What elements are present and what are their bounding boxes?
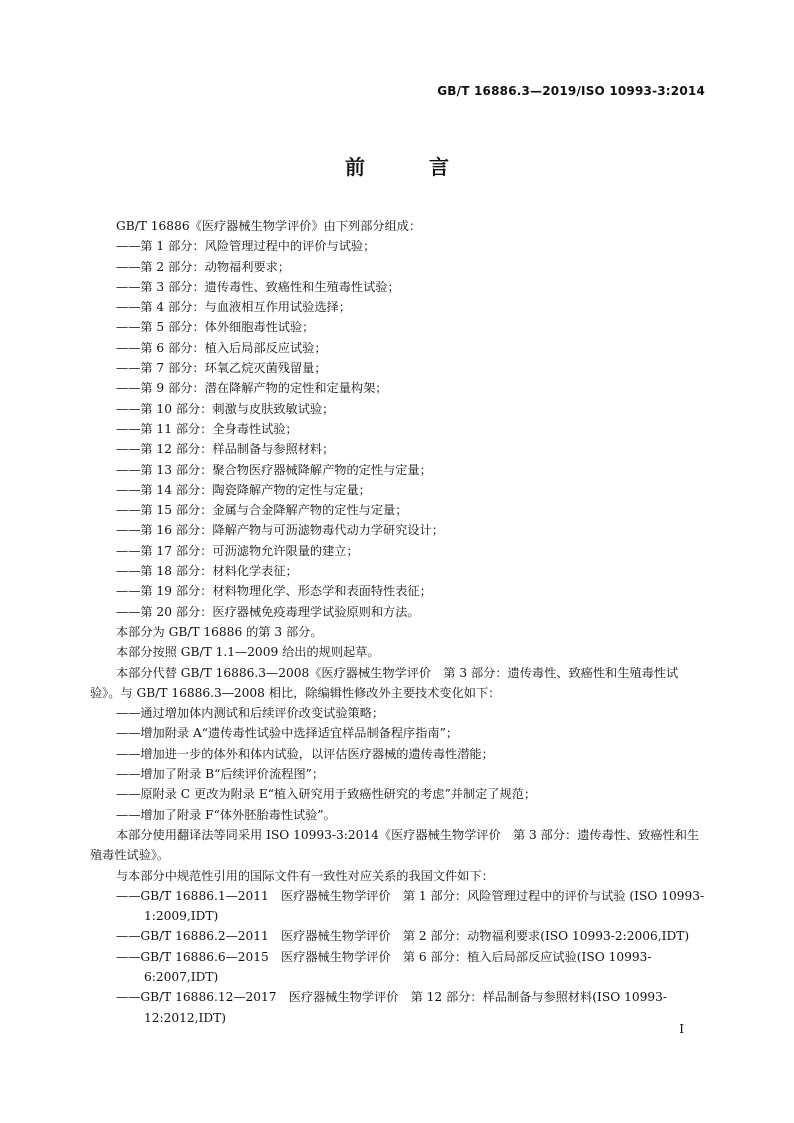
list-item: ——第 15 部分：金属与合金降解产物的定性与定量； xyxy=(116,503,408,518)
translation-paragraph: 本部分使用翻译法等同采用 ISO 10993-3:2014《医疗器械生物学评价 第 3 部分：遗传毒性、致癌性和生殖毒性试验》。 xyxy=(90,827,700,863)
foreword-body xyxy=(90,216,708,1028)
part-statement: 本部分为 GB/T 16886 的第 3 部分。 xyxy=(116,624,323,639)
list-item: ——增加了附录 F“体外胚胎毒性试验”。 xyxy=(116,807,336,822)
list-item: ——GB/T 16886.2—2011 医疗器械生物学评价 第 2 部分：动物福利要求(ISO 10993-2:2006,IDT) xyxy=(116,929,690,944)
drafting-rule: 本部分按照 GB/T 1.1—2009 给出的规则起草。 xyxy=(116,645,380,660)
standard-code-header: GB/T 16886.3—2019/ISO 10993-3:2014 xyxy=(437,84,705,98)
list-item: ——GB/T 16886.6—2015 医疗器械生物学评价 第 6 部分：植入后局部反应试验(ISO 10993-6:2007,IDT) xyxy=(116,949,652,984)
list-item: ——第 11 部分：全身毒性试验； xyxy=(116,421,298,436)
list-item: ——第 19 部分：材料物理化学、形态学和表面特性表征； xyxy=(116,584,432,599)
list-item: ——原附录 C 更改为附录 E“植入研究用于致癌性研究的考虑”并制定了规范； xyxy=(116,787,537,802)
list-item: ——GB/T 16886.12—2017 医疗器械生物学评价 第 12 部分：样品制备与参照材料(ISO 10993-12:2012,IDT) xyxy=(116,990,667,1025)
list-item: ——第 2 部分：动物福利要求； xyxy=(116,259,290,274)
list-item: ——第 3 部分：遗传毒性、致癌性和生殖毒性试验； xyxy=(116,279,400,294)
intro-paragraph: GB/T 16886《医疗器械生物学评价》由下列部分组成： xyxy=(116,219,422,233)
list-item: ——第 1 部分：风险管理过程中的评价与试验； xyxy=(116,239,376,254)
list-item: ——GB/T 16886.1—2011 医疗器械生物学评价 第 1 部分：风险管理过程中的评价与试验 (ISO 10993-1:2009,IDT) xyxy=(116,888,705,924)
list-item: ——增加附录 A“遗传毒性试验中选择适宜样品制备程序指南”； xyxy=(116,726,459,741)
list-item: ——第 16 部分：降解产物与可沥滤物毒代动力学研究设计； xyxy=(116,523,444,538)
list-item: ——第 4 部分：与血液相互作用试验选择； xyxy=(116,300,351,315)
list-item: ——第 10 部分：刺激与皮肤致敏试验； xyxy=(116,401,335,416)
list-item: ——通过增加体内测试和后续评价改变试验策略； xyxy=(116,706,385,721)
page-title: 前 言 xyxy=(345,155,471,179)
list-item: ——增加进一步的体外和体内试验，以评估医疗器械的遗传毒性潜能； xyxy=(116,746,494,761)
list-item: ——第 7 部分：环氧乙烷灭菌残留量； xyxy=(116,361,327,376)
list-item: ——第 13 部分：聚合物医疗器械降解产物的定性与定量； xyxy=(116,462,432,477)
correspondence-list xyxy=(90,886,708,1028)
list-item: ——第 6 部分：植入后局部反应试验； xyxy=(116,340,327,355)
list-item: ——第 12 部分：样品制备与参照材料； xyxy=(116,442,335,457)
list-item: ——第 5 部分：体外细胞毒性试验； xyxy=(116,320,315,335)
list-item: ——第 9 部分：潜在降解产物的定性和定量构架； xyxy=(116,381,388,396)
list-item: ——增加了附录 B“后续评价流程图”； xyxy=(116,767,325,782)
parts-list xyxy=(90,236,708,622)
replaces-paragraph: 本部分代替 GB/T 16886.3—2008《医疗器械生物学评价 第 3 部分：遗传毒性、致癌性和生殖毒性试验》。与 GB/T 16886.3—2008 相比，除编辑性修改外主要技术变化如下： xyxy=(90,665,679,700)
list-item: ——第 18 部分：材料化学表征； xyxy=(116,564,298,579)
correspondence-intro: 与本部分中规范性引用的国际文件有一致性对应关系的我国文件如下： xyxy=(116,868,494,883)
list-item: ——第 20 部分：医疗器械免疫毒理学试验原则和方法。 xyxy=(116,604,420,619)
page-number: I xyxy=(679,1022,684,1036)
list-item: ——第 14 部分：陶瓷降解产物的定性与定量； xyxy=(116,482,371,497)
list-item: ——第 17 部分：可沥滤物允许限量的建立； xyxy=(116,543,359,558)
changes-list xyxy=(90,703,708,825)
